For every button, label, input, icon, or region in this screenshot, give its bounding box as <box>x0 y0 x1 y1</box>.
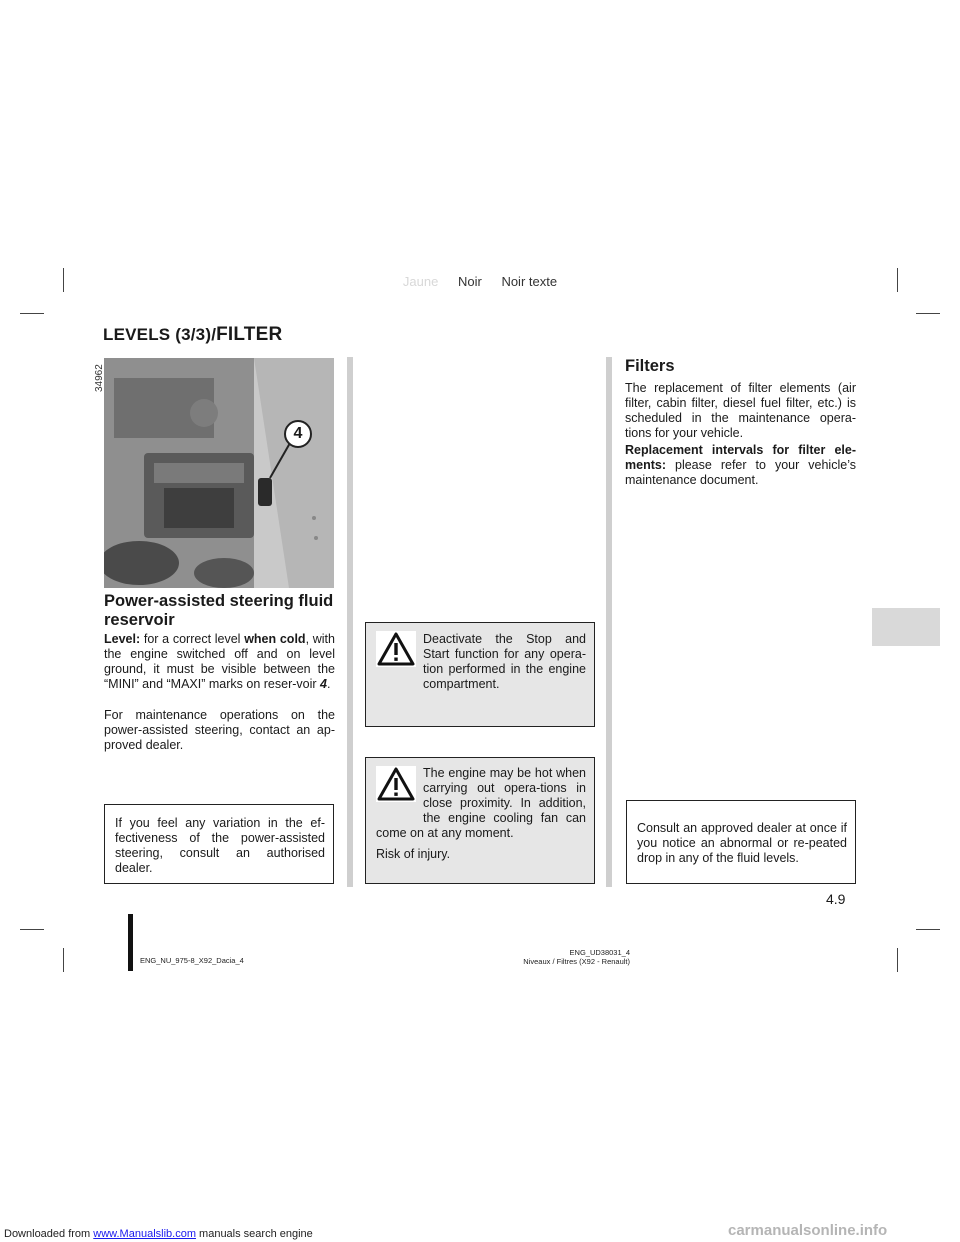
crop-mark <box>20 929 44 930</box>
column-divider <box>606 357 612 887</box>
level-ref: 4 <box>320 677 327 691</box>
filter-intervals-paragraph <box>625 443 856 488</box>
color-label-jaune: Jaune <box>402 274 439 289</box>
hot-engine-warning-p1: The engine may be hot when carrying out opera-tions in close proximity. In addition, the engine cooling fan can come on at any moment. <box>376 766 586 840</box>
crop-mark <box>20 313 44 314</box>
intervals-label: Replacement intervals for filter ele-ments: <box>625 443 856 472</box>
fluid-levels-note-text: Consult an approved dealer at once if you notice an abnormal or re-peated drop in any of the fluid levels. <box>637 821 847 865</box>
watermark: carmanualsonline.info <box>728 1222 888 1239</box>
page-title-levels: LEVELS (3/3)/ <box>103 325 217 344</box>
level-label: Level: <box>104 632 141 646</box>
print-color-bar <box>0 274 960 289</box>
color-label-noir: Noir <box>457 274 482 289</box>
binding-bar <box>128 914 133 971</box>
section-tab <box>872 608 940 646</box>
warning-triangle-icon <box>376 631 416 667</box>
footer-right-block <box>480 948 630 966</box>
filters-paragraph: The replacement of filter elements (air filter, cabin filter, diesel fuel filter, etc.) is scheduled in the maintenance opera-tions for your vehicle. <box>625 381 856 440</box>
stop-start-warning-text: Deactivate the Stop and Start function for any opera-tion performed in the engine compartment. <box>423 632 586 691</box>
level-text-1: for a correct level <box>140 632 245 646</box>
filters-heading: Filters <box>625 357 675 375</box>
download-banner-suffix: manuals search engine <box>195 1228 313 1240</box>
level-end: . <box>326 677 331 691</box>
engine-bay-illustration <box>104 358 334 588</box>
steering-fluid-heading-line1: Power-assisted steering fluid <box>104 592 334 610</box>
column-divider <box>347 357 353 887</box>
manualslib-link[interactable]: www.Manualslib.com <box>93 1228 196 1240</box>
footer-right-code: ENG_UD38031_4 <box>569 948 630 957</box>
engine-bay-photo <box>104 358 334 588</box>
steering-fluid-heading-line2: reservoir <box>104 611 175 629</box>
download-banner-prefix: Downloaded from <box>4 1228 94 1240</box>
intervals-text: please refer to your vehicle’s maintenance document. <box>625 458 856 487</box>
footer-left-code: ENG_NU_975-8_X92_Dacia_4 <box>140 956 244 965</box>
steering-note-text: If you feel any variation in the ef-fectiveness of the power-assisted steering, consult an authorised dealer. <box>115 816 325 875</box>
stop-start-warning-box <box>365 622 595 727</box>
steering-fluid-heading <box>104 592 336 630</box>
footer-right-desc: Niveaux / Filtres (X92 - Renault) <box>523 957 630 966</box>
page-title-filter: FILTER <box>216 324 283 345</box>
steering-maintenance-paragraph: For maintenance operations on the power-assisted steering, contact an ap-proved dealer. <box>104 708 335 752</box>
callout-4: 4 <box>284 420 312 448</box>
level-text-2: , with the engine switched off and on level ground, it must be visible between the “MINI” and “MAXI” marks on reser-voir <box>104 632 335 691</box>
steering-fluid-level-paragraph <box>104 632 335 692</box>
hot-engine-warning-box <box>365 757 595 884</box>
level-bold: when cold <box>244 632 306 646</box>
hot-engine-warning-p2: Risk of injury. <box>376 847 451 861</box>
page-title <box>103 324 282 346</box>
photo-reference: 34962 <box>94 364 105 392</box>
download-banner <box>4 1228 313 1240</box>
fluid-levels-note-box <box>626 800 856 884</box>
steering-note-box <box>104 804 334 884</box>
hot-engine-warning-text <box>376 766 586 862</box>
crop-mark <box>63 948 64 972</box>
crop-mark <box>916 313 940 314</box>
crop-mark <box>897 948 898 972</box>
crop-mark <box>916 929 940 930</box>
color-label-noir-texte: Noir texte <box>501 274 558 289</box>
page-number: 4.9 <box>826 891 846 907</box>
